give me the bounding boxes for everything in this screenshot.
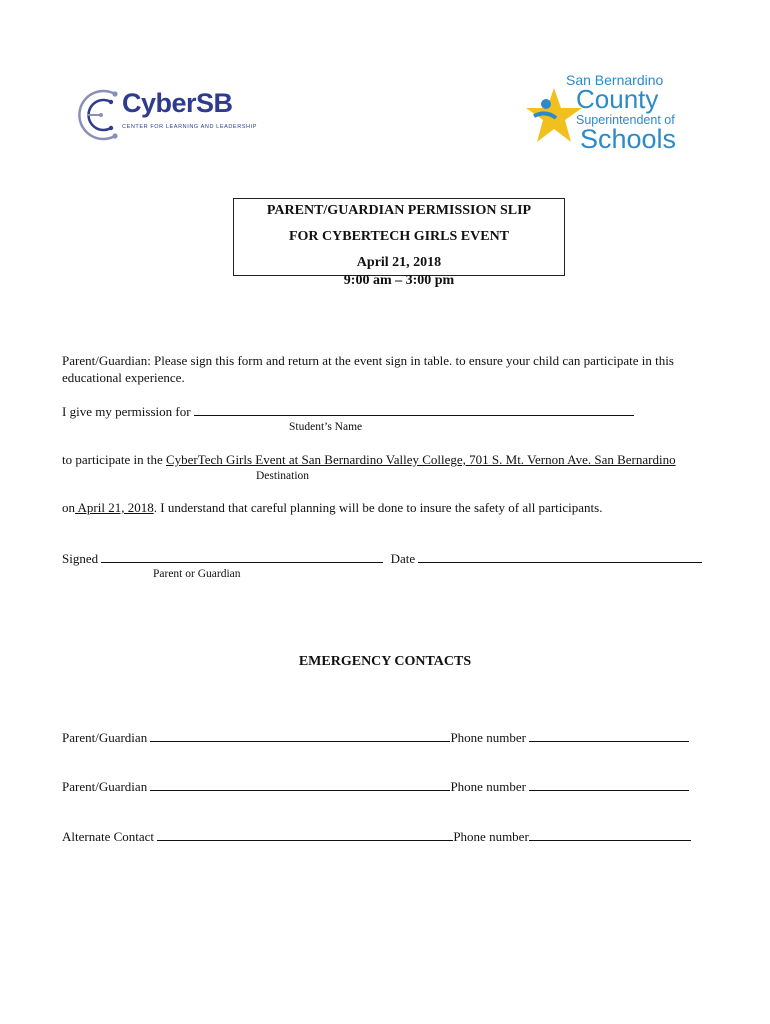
title-line4: 9:00 am – 3:00 pm bbox=[343, 273, 455, 288]
emergency-row-2-phone-field[interactable] bbox=[529, 778, 689, 791]
permission-label: I give my permission for bbox=[62, 404, 191, 419]
safety-statement: . I understand that careful planning will be done to insure the safety of all participants. bbox=[153, 500, 603, 515]
cybersb-logo-tagline: CENTER FOR LEARNING AND LEADERSHIP bbox=[122, 124, 258, 130]
title-line1: PARENT/GUARDIAN PERMISSION SLIP bbox=[266, 203, 532, 218]
student-name-sublabel: Student’s Name bbox=[289, 421, 363, 433]
signature-row bbox=[62, 550, 702, 567]
destination-value: CyberTech Girls Event at San Bernardino Valley College, 701 S. Mt. Vernon Ave. San Bernardino bbox=[165, 452, 676, 467]
date-label: Date bbox=[390, 551, 416, 566]
emergency-row-2 bbox=[62, 778, 689, 795]
signature-field[interactable] bbox=[101, 550, 383, 563]
date-row bbox=[62, 500, 602, 516]
event-date: April 21, 2018 bbox=[75, 500, 154, 515]
title-line3: April 21, 2018 bbox=[356, 255, 442, 270]
title-box bbox=[233, 198, 565, 288]
county-star-logo-icon bbox=[524, 82, 584, 152]
emergency-row-1-phone-label: Phone number bbox=[450, 730, 526, 745]
emergency-row-2-name-field[interactable] bbox=[150, 778, 450, 791]
destination-sublabel: Destination bbox=[256, 470, 310, 482]
county-logo-line1: San Bernardino bbox=[566, 72, 664, 88]
cybersb-logo-text: CyberSB bbox=[122, 88, 233, 118]
emergency-contacts-heading: EMERGENCY CONTACTS bbox=[298, 654, 472, 669]
intro-line2: educational experience. bbox=[62, 370, 185, 385]
emergency-row-3 bbox=[62, 828, 691, 845]
county-logo-line2: County bbox=[576, 84, 659, 114]
permission-row bbox=[62, 403, 634, 420]
emergency-row-2-label: Parent/Guardian bbox=[62, 779, 148, 794]
emergency-row-1-name-field[interactable] bbox=[150, 729, 450, 742]
intro-line1: Parent/Guardian: Please sign this form and return at the event sign in table. to ensure your child can participate in this bbox=[62, 353, 674, 368]
on-prefix: on bbox=[62, 500, 75, 515]
emergency-row-3-phone-label: Phone number bbox=[453, 829, 529, 844]
title-line2: FOR CYBERTECH GIRLS EVENT bbox=[288, 229, 510, 244]
emergency-row-3-phone-field[interactable] bbox=[529, 828, 691, 841]
county-logo-line4: Schools bbox=[580, 124, 677, 154]
signed-label: Signed bbox=[62, 551, 99, 566]
emergency-row-3-name-field[interactable] bbox=[157, 828, 453, 841]
emergency-row-2-phone-label: Phone number bbox=[450, 779, 526, 794]
emergency-row-3-label: Alternate Contact bbox=[62, 829, 155, 844]
emergency-row-1-phone-field[interactable] bbox=[529, 729, 689, 742]
date-field[interactable] bbox=[418, 550, 702, 563]
participate-prefix: to participate in the bbox=[62, 452, 163, 467]
student-name-field[interactable] bbox=[194, 403, 634, 416]
emergency-row-1 bbox=[62, 729, 689, 746]
emergency-row-1-label: Parent/Guardian bbox=[62, 730, 148, 745]
participate-row bbox=[62, 452, 676, 468]
signature-sublabel: Parent or Guardian bbox=[153, 568, 241, 580]
county-logo-line3: Superintendent of bbox=[576, 113, 675, 127]
